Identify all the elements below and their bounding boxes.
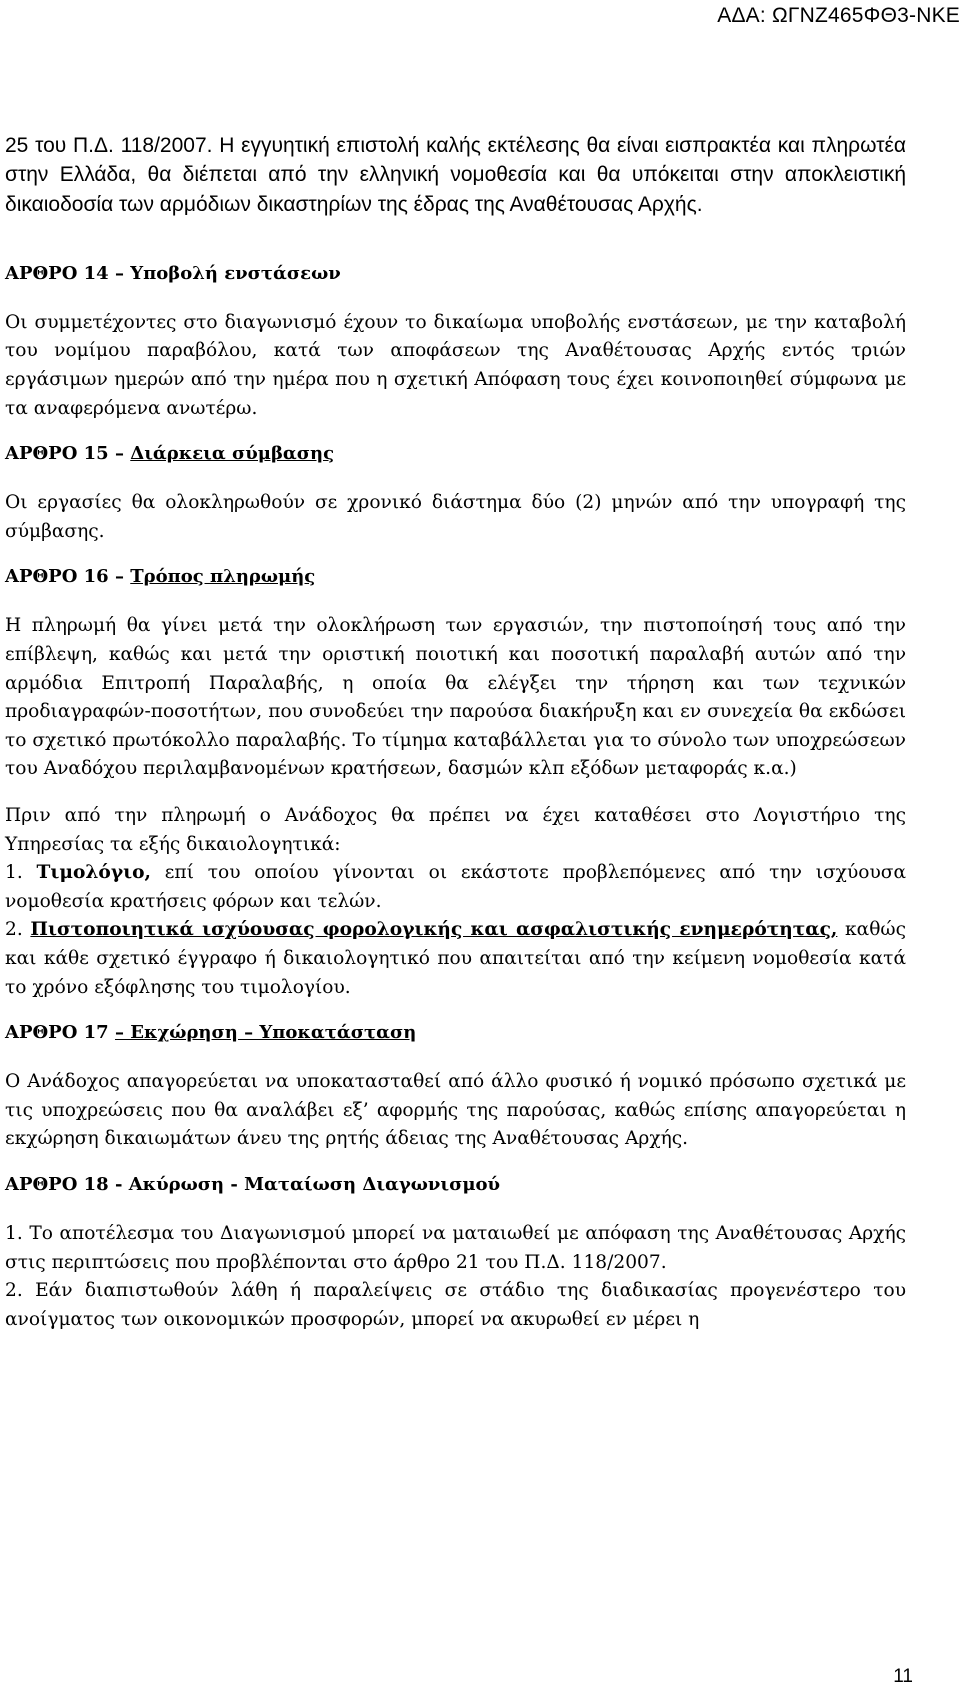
- article-17-prefix: ΑΡΘΡΟ 17: [5, 1022, 115, 1044]
- article-14-title: Υποβολή ενστάσεων: [130, 262, 341, 284]
- article-14-body: Οι συμμετέχοντες στο διαγωνισμό έχουν το δικαίωμα υποβολής ενστάσεων, με την καταβολή του νομίμου παραβόλου, κατά των αποφάσεων της Αναθέτουσας Αρχής εντός τριών εργάσιμων ημερών από την ημέρα που η σχετική Απόφαση τους έχει κοινοποιηθεί σύμφωνα με τα αναφερόμενα ανωτέρω.: [5, 311, 906, 419]
- article-18-prefix: ΑΡΘΡΟ 18 -: [5, 1173, 129, 1195]
- article-16-intro: Πριν από την πληρωμή ο Ανάδοχος θα πρέπει να έχει καταθέσει στο Λογιστήριο της Υπηρεσίας τα εξής δικαιολογητικά:: [5, 805, 906, 855]
- item-bold-text: Πιστοποιητικά ισχύουσας φορολογικής και ασφαλιστικής ενημερότητας,: [30, 919, 838, 941]
- article-15-body: Οι εργασίες θα ολοκληρωθούν σε χρονικό διάστημα δύο (2) μηνών από την υπογραφή της σύμβασης.: [5, 492, 906, 542]
- item-text: επί του οποίου γίνονται οι εκάστοτε προβλεπόμενες από την ισχύουσα νομοθεσία κρατήσεις φόρων και τελών.: [5, 862, 906, 912]
- article-16-heading: [5, 564, 906, 590]
- item-bold-text: Τιμολόγιο,: [36, 862, 151, 884]
- article-18-item-2: 2. Εάν διαπιστωθούν λάθη ή παραλείψεις σε στάδιο της διαδικασίας προγενέστερο του ανοίγματος των οικονομικών προσφορών, μπορεί να ακυρωθεί εν μέρει η: [5, 1280, 906, 1330]
- document-body: [5, 131, 906, 1334]
- article-17-title: – Εκχώρηση – Υποκατάσταση: [114, 1022, 417, 1044]
- article-16-body: Η πληρωμή θα γίνει μετά την ολοκλήρωση των εργασιών, την πιστοποίησή τους από την επίβλεψη, καθώς και μετά την οριστική ποιοτική και ποσοτική παραλαβή αυτών από την αρμόδια Επιτροπή Παραλαβής, η οποία θα ελέγξει την τήρηση και των τεχνικών προδιαγραφών-ποσοτήτων, που συνοδεύει την παρούσα διακήρυξη και εν συνεχεία θα εκδώσει το σχετικό πρωτόκολλο παραλαβής. Το τίμημα καταβάλλεται για το σύνολο των υποχρεώσεων του Αναδόχου περιλαμβανομένων κρατήσεων, δασμών κλπ εξόδων μεταφοράς κ.α.): [5, 615, 906, 780]
- article-15-title: Διάρκεια σύμβασης: [130, 443, 335, 465]
- article-16-item-2: [5, 916, 906, 1002]
- article-16-title: Τρόπος πληρωμής: [130, 566, 316, 588]
- article-18-title: Ακύρωση - Ματαίωση Διαγωνισμού: [128, 1173, 501, 1195]
- article-17-body: Ο Ανάδοχος απαγορεύεται να υποκατασταθεί από άλλο φυσικό ή νομικό πρόσωπο σχετικά με τις υποχρεώσεις που θα αναλάβει εξ’ αφορμής της παρούσας, καθώς επίσης απαγορεύεται η εκχώρηση δικαιωμάτων άνευ της ρητής άδειας της Αναθέτουσας Αρχής.: [5, 1071, 906, 1150]
- article-14-prefix: ΑΡΘΡΟ 14 –: [5, 262, 131, 284]
- article-18-heading: [5, 1172, 906, 1198]
- article-18-item-1: 1. Το αποτέλεσμα του Διαγωνισμού μπορεί να ματαιωθεί με απόφαση της Αναθέτουσας Αρχής στις περιπτώσεις που προβλέπονται στο άρθρο 21 του Π.Δ. 118/2007.: [5, 1222, 906, 1273]
- article-14-heading: [5, 261, 906, 287]
- page-number: 11: [893, 1666, 913, 1687]
- article-15-heading: [5, 441, 906, 467]
- item-text: καθώς και κάθε σχετικό έγγραφο ή δικαιολογητικό που απαιτείται από την κείμενη νομοθεσία κατά το χρόνο εξόφλησης του τιμολογίου.: [5, 919, 906, 998]
- article-17-heading: [5, 1020, 906, 1046]
- item-number: 2.: [5, 919, 31, 941]
- ada-code: ΑΔΑ: ΩΓΝΖ465ΦΘ3-ΝΚΕ: [717, 4, 960, 27]
- lead-paragraph: 25 του Π.Δ. 118/2007. Η εγγυητική επιστολή καλής εκτέλεσης θα είναι εισπρακτέα και πληρωτέα στην Ελλάδα, θα διέπεται από την ελληνική νομοθεσία και θα υπόκειται στην αποκλειστική δικαιοδοσία των αρμόδιων δικαστηρίων της έδρας της Αναθέτουσας Αρχής.: [5, 134, 906, 216]
- article-16-prefix: ΑΡΘΡΟ 16 –: [5, 566, 131, 588]
- item-number: 1.: [5, 862, 37, 884]
- article-16-item-1: [5, 859, 906, 916]
- article-15-prefix: ΑΡΘΡΟ 15 –: [5, 443, 131, 465]
